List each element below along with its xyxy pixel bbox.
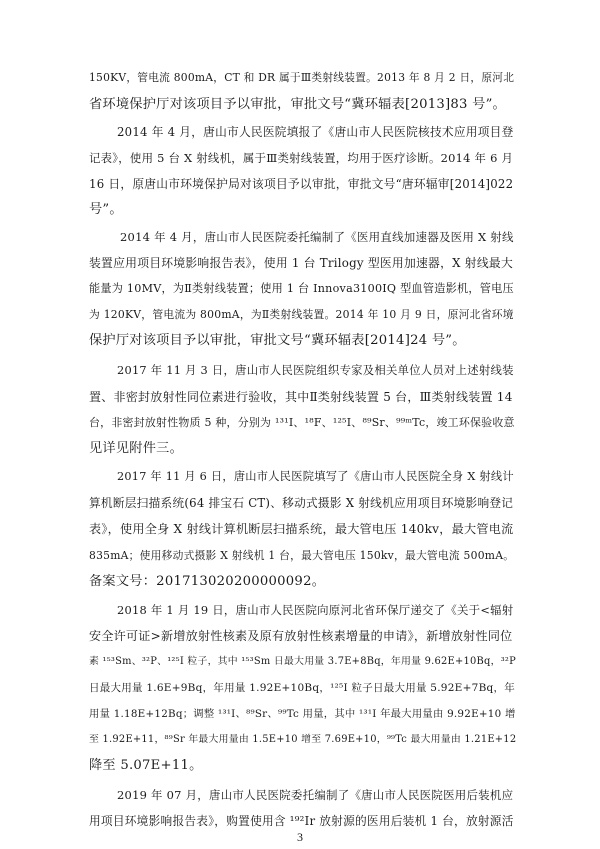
text-line: 表》，使用全身 X 射线计算机断层扫描系统，最大管电压 140kv，最大管电流 — [89, 522, 514, 536]
text-line: 为 120KV，管电流为 800mA，为Ⅱ类射线装置。2014 年 10 月 9 日，原河北省环境 — [89, 308, 514, 321]
text-line: 2018 年 1 月 19 日，唐山市人民医院向原河北省环保厅递交了《关于<辐射 — [117, 603, 514, 617]
text-line: 降至 5.07E+11。 — [89, 758, 203, 773]
text-line: 见详见附件三。 — [89, 441, 184, 456]
page-number: 3 — [297, 830, 303, 844]
text-line: 用项目环境影响报告表》，购置使用含 ¹⁹²Ir 放射源的医用后装机 1 台，放射源活 — [89, 814, 514, 828]
text-line: 用量 1.18E+12Bq；调整 ¹³¹I、⁸⁹Sr、⁹⁹Tc 用量，其中 ¹³¹I 年最大用量由 9.92E+10 增 — [89, 708, 516, 720]
text-line: 备案文号：201713020200000092。 — [89, 574, 326, 589]
text-line: 至 1.92E+11，⁸⁹Sr 年最大用量由 1.5E+10 增至 7.69E+10，⁹⁹Tc 最大用量由 1.21E+12 — [89, 734, 517, 745]
text-line: 日最大用量 1.6E+9Bq，年用量 1.92E+10Bq，¹²⁵I 粒子日最大用量 5.92E+7Bq，年 — [89, 682, 516, 694]
text-line: 记表》，使用 5 台 X 射线机，属于Ⅲ类射线装置，均用于医疗诊断。2014 年 6 月 — [89, 151, 514, 165]
text-line: 2014 年 4 月，唐山市人民医院填报了《唐山市人民医院核技术应用项目登 — [117, 125, 514, 139]
text-line: 2014 年 4 月，唐山市人民医院委托编制了《医用直线加速器及医用 X 射线 — [120, 230, 514, 244]
text-line: 号”。 — [89, 202, 123, 217]
text-line: 2017 年 11 月 3 日，唐山市人民医院组织专家及相关单位人员对上述射线装 — [117, 363, 514, 377]
text-line: 16 日，原唐山市环境保护局对该项目予以审批，审批文号“唐环辐审[2014]022 — [89, 177, 514, 191]
text-line: 2019 年 07 月，唐山市人民医院委托编制了《唐山市人民医院医用后装机应 — [117, 788, 514, 802]
text-line: 装置应用项目环境影响报告表》，使用 1 台 Trilogy 型医用加速器，X 射线最大 — [89, 256, 513, 270]
text-line: 素 ¹⁵³Sm、³²P、¹²⁵I 粒子，其中 ¹⁵³Sm 日最大用量 3.7E+8Bq，年用量 9.62E+10Bq，³²P — [89, 656, 517, 667]
text-line: 835mA；使用移动式摄影 X 射线机 1 台，最大管电压 150kv，最大管电流 500mA。 — [89, 549, 515, 562]
text-line: 算机断层扫描系统(64 排宝石 CT)、移动式摄影 X 射线机应用项目环境影响登记 — [89, 496, 514, 510]
text-line: 安全许可证>新增放射性核素及原有放射性核素增量的申请》，新增放射性同位 — [89, 629, 513, 643]
text-line: 置、非密封放射性同位素进行验收，其中Ⅱ类射线装置 5 台，Ⅲ类射线装置 14 — [89, 390, 513, 404]
text-line: 150KV，管电流 800mA，CT 和 DR 属于Ⅲ类射线装置。2013 年 8 月 2 日，原河北 — [89, 71, 515, 84]
text-line: 2017 年 11 月 6 日，唐山市人民医院填写了《唐山市人民医院全身 X 射线计 — [117, 470, 514, 483]
text-line: 能量为 10MV，为Ⅱ类射线装置；使用 1 台 Innova3100IQ 型血管造影机，管电压 — [89, 282, 514, 295]
text-line: 保护厅对该项目予以审批，审批文号“冀环辐表[2014]24 号”。 — [89, 333, 466, 348]
text-line: 省环境保护厅对该项目予以审批，审批文号“冀环辐表[2013]83 号”。 — [89, 97, 506, 112]
text-line: 台，非密封放射性物质 5 种，分别为 ¹³¹I、¹⁸F、¹²⁵I、⁸⁹Sr、⁹⁹ᵐTc，竣工环保验收意 — [89, 416, 515, 429]
